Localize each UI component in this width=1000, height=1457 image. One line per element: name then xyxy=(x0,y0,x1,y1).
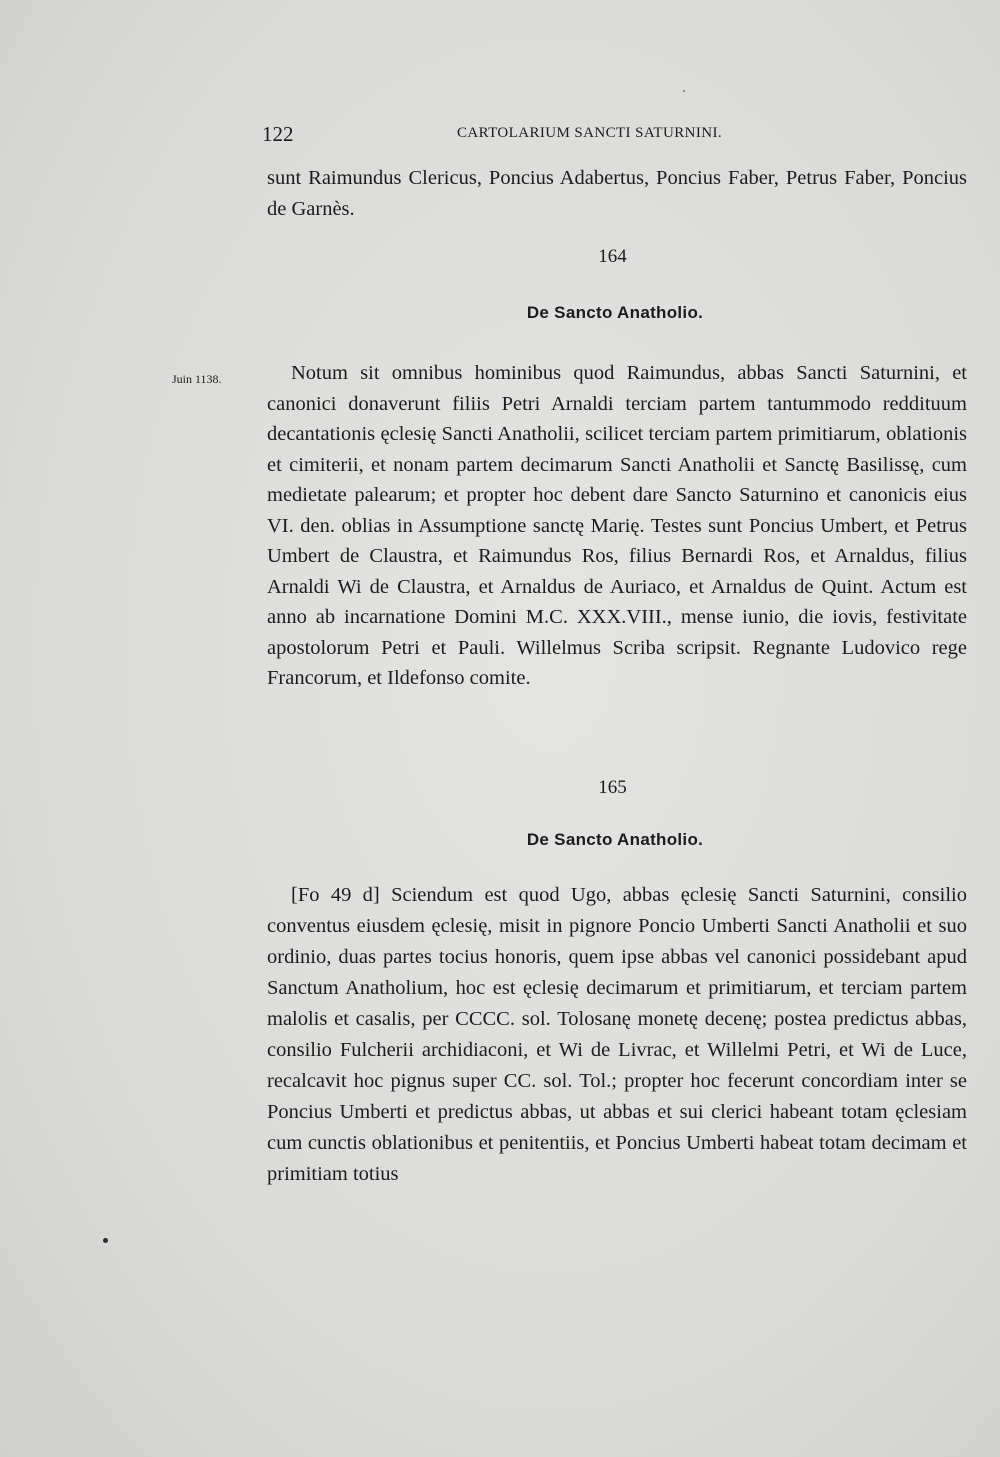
charter-number-164: 164 xyxy=(598,246,627,267)
page-header xyxy=(262,122,962,152)
margin-date: Juin 1138. xyxy=(172,372,222,386)
ink-spot xyxy=(683,90,685,92)
charter-text-165: [Fo 49 d] Sciendum est quod Ugo, abbas ęclesię Sancti Saturnini, consilio conventus eiusdem ęclesię, misit in pignore Poncio Umberti Sancti Anatholii et suo ordinio, duas partes tocius honoris, quem ipse abbas vel canonici possidebant apud Sanctum Anatholium, hoc est ęclesię decimarum et primitiarum, et terciam partem malolis et casalis, per CCCC. sol. Tolosanę monetę decenę; postea predictus abbas, consilio Fulcherii archidiaconi, et Wi de Livrac, et Willelmi Petri, et Wi de Luce, recalcavit hoc pignus super CC. sol. Tol.; propter hoc fecerunt concordiam inter se Poncius Umberti et predictus abbas, ut abbas et sui clerici habeant totam ęclesiam cum cunctis oblationibus et penitentiis, et Poncius Umberti habeat totam decimam et primitiam totius xyxy=(267,884,967,1185)
charter-title-165: De Sancto Anatholio. xyxy=(526,830,704,849)
charter-title-164: De Sancto Anatholio. xyxy=(526,303,704,322)
intro-paragraph: sunt Raimundus Clericus, Poncius Adabertus, Poncius Faber, Petrus Faber, Poncius de Garnès. xyxy=(267,167,967,220)
ink-spot xyxy=(103,1238,108,1243)
charter-text-164: Notum sit omnibus hominibus quod Raimundus, abbas Sancti Saturnini, et canonici donaverunt filiis Petri Arnaldi terciam partem tantummodo reddituum decantationis ęclesię Sancti Anatholii, scilicet terciam partem primitiarum, oblationis et cimiterii, et nonam partem decimarum Sancti Anatholii et Sanctę Basilissę, cum medietate palearum; et propter hoc debent dare Sancto Saturnino et canonicis eius VI. den. oblias in Assumptione sanctę Marię. Testes sunt Poncius Umbert, et Petrus Umbert de Claustra, et Raimundus Ros, filius Bernardi Ros, et Arnaldus, filius Arnaldi Wi de Claustra, et Arnaldus de Auriaco, et Arnaldus de Quint. Actum est anno ab incarnatione Domini M.C. XXX.VIII., mense iunio, die iovis, festivitate apostolorum Petri et Pauli. Willelmus Scriba scripsit. Regnante Ludovico rege Francorum, et Ildefonso comite. xyxy=(267,362,967,689)
page-number: 122 xyxy=(262,122,294,146)
charter-number-165: 165 xyxy=(598,777,627,798)
running-title: CARTOLARIUM SANCTI SATURNINI. xyxy=(457,125,723,141)
